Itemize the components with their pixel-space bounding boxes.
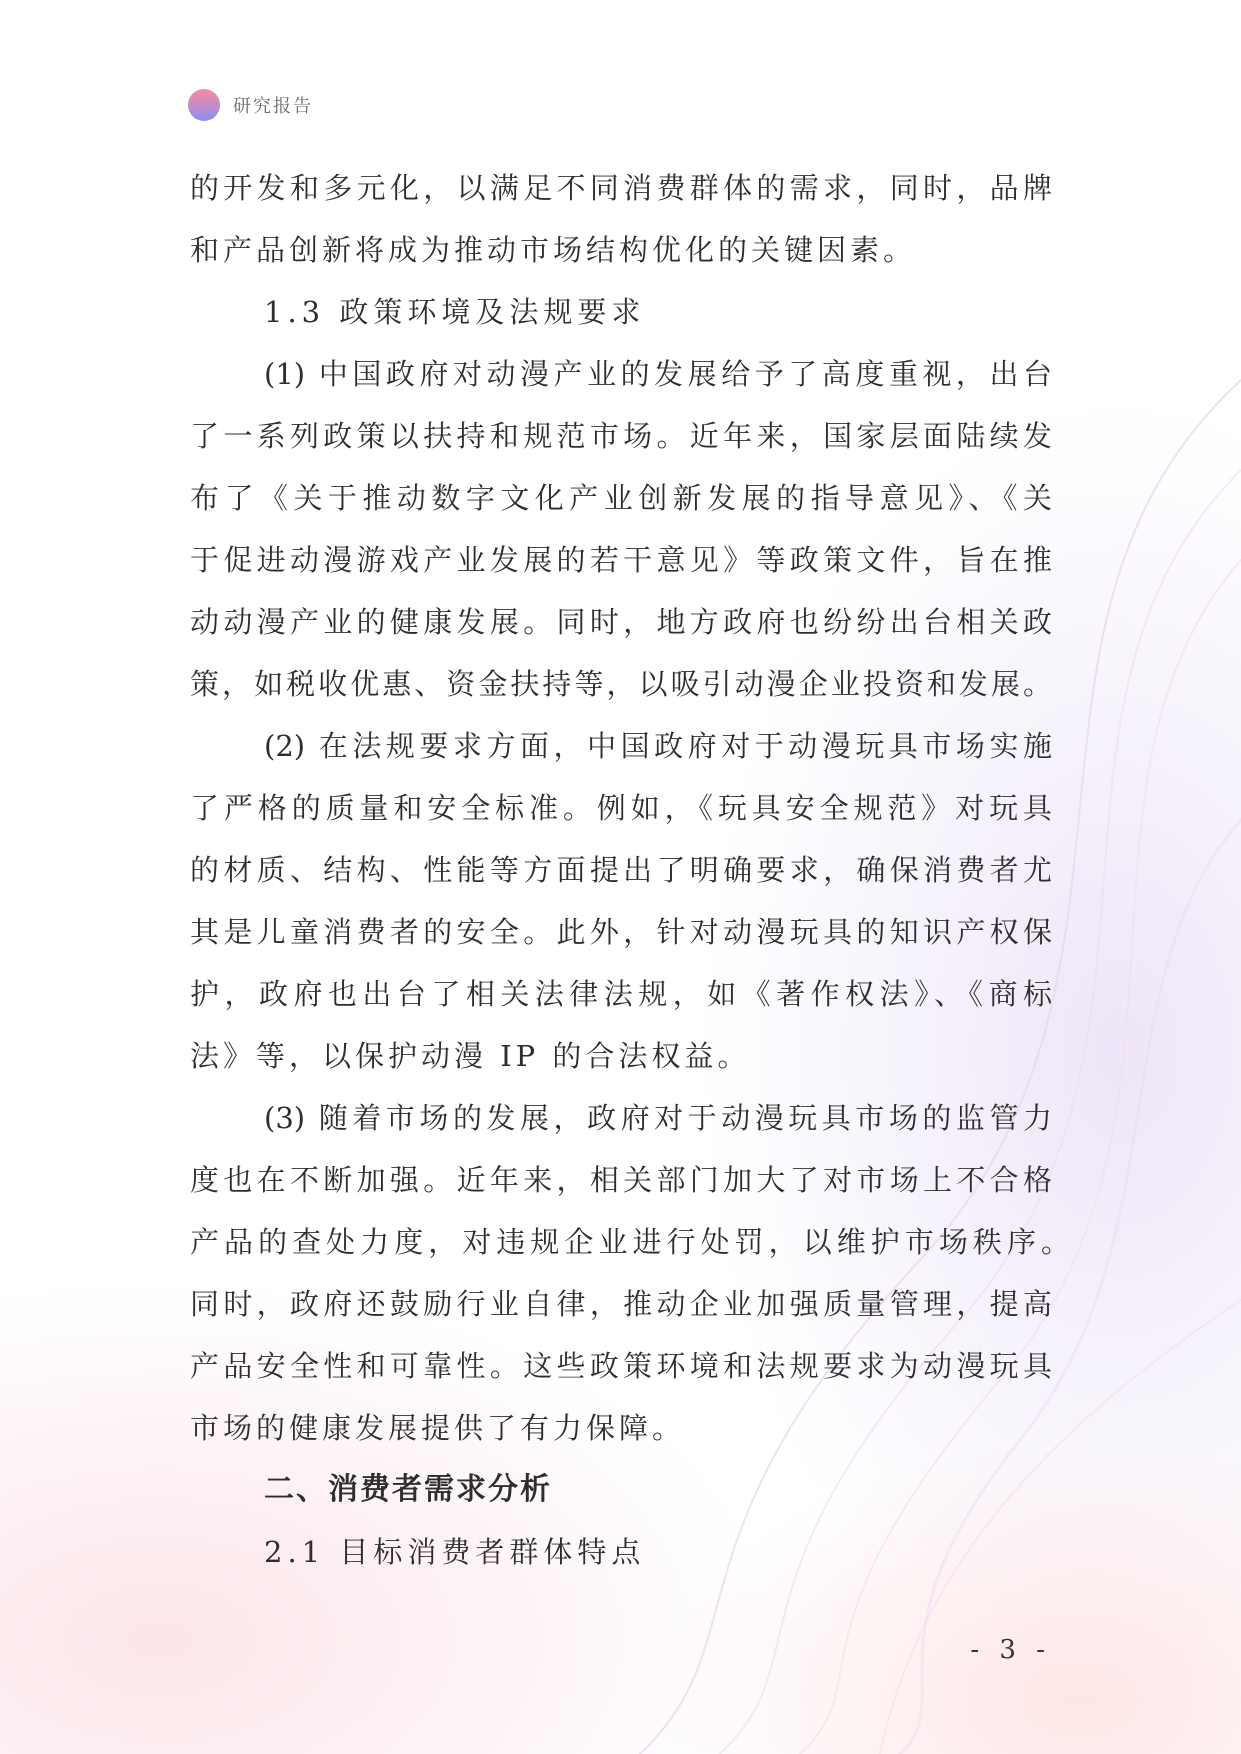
page-number: - 3 -	[970, 1635, 1051, 1665]
text-line: 产品的查处力度，对违规企业进行处罚，以维护市场秩序。	[190, 1225, 1070, 1259]
text-line: 产品安全性和可靠性。这些政策环境和法规要求为动漫玩具	[190, 1349, 1052, 1383]
text-line: 布了《关于推动数字文化产业创新发展的指导意见》、《关	[190, 481, 1052, 515]
paragraph	[190, 343, 1052, 715]
report-header	[188, 89, 313, 121]
text-line: 动动漫产业的健康发展。同时，地方政府也纷纷出台相关政	[190, 605, 1052, 639]
section-heading: 二、消费者需求分析	[264, 1472, 552, 1507]
text-line: 其是儿童消费者的安全。此外，针对动漫玩具的知识产权保	[190, 915, 1052, 949]
text-line: 策，如税收优惠、资金扶持等，以吸引动漫企业投资和发展。	[190, 667, 1052, 701]
text-line: 护，政府也出台了相关法律法规，如《著作权法》、《商标	[190, 977, 1052, 1011]
text-line: 和产品创新将成为推动市场结构优化的关键因素。	[190, 233, 917, 267]
text-line: 了严格的质量和安全标准。例如，《玩具安全规范》对玩具	[190, 791, 1052, 825]
text-line: (1) 中国政府对动漫产业的发展给予了高度重视，出台	[264, 357, 1052, 391]
document-body	[190, 157, 1070, 1583]
text-line: 于促进动漫游戏产业发展的若干意见》等政策文件，旨在推	[190, 543, 1052, 577]
text-line: 度也在不断加强。近年来，相关部门加大了对市场上不合格	[190, 1163, 1052, 1197]
paragraph	[190, 1087, 1070, 1459]
text-line: 的开发和多元化，以满足不同消费群体的需求，同时，品牌	[190, 171, 1052, 205]
text-line: 同时，政府还鼓励行业自律，推动企业加强质量管理，提高	[190, 1287, 1052, 1321]
text-line: 法》等，以保护动漫 IP 的合法权益。	[190, 1039, 751, 1073]
header-label: 研究报告	[233, 96, 313, 117]
text-line: (3) 随着市场的发展，政府对于动漫玩具市场的监管力	[264, 1101, 1052, 1135]
section-subheading: 1.3 政策环境及法规要求	[264, 295, 646, 329]
text-line: 市场的健康发展提供了有力保障。	[190, 1411, 686, 1445]
intro-paragraph	[190, 157, 1052, 281]
text-line: 的材质、结构、性能等方面提出了明确要求，确保消费者尤	[190, 853, 1052, 887]
gradient-circle-icon	[188, 89, 220, 121]
text-line: (2) 在法规要求方面，中国政府对于动漫玩具市场实施	[264, 729, 1052, 763]
text-line: 了一系列政策以扶持和规范市场。近年来，国家层面陆续发	[190, 419, 1052, 453]
paragraph	[190, 715, 1052, 1087]
section-subheading: 2.1 目标消费者群体特点	[264, 1535, 646, 1569]
